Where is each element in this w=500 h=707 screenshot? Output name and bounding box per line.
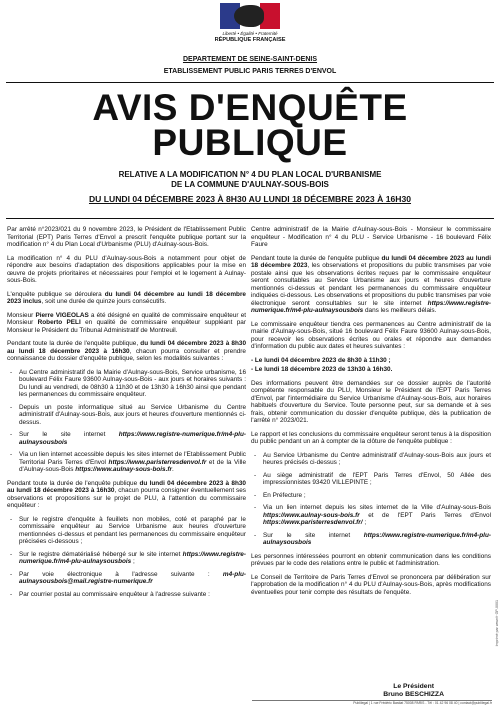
registre-link[interactable]: https://www.registre-numerique.fr/m4-plu-aulnaysousbois — [263, 531, 491, 546]
paristerresdenvol-link[interactable]: https://www.paristerresdenvol.fr — [108, 458, 207, 466]
divider — [6, 82, 494, 83]
title-line-1: AVIS D'ENQUÊTE — [92, 87, 408, 128]
paragraph: Centre administratif de la Mairie d'Aulnay-sous-Bois - Monsieur le commissaire enquêteur - Modification n° 4 du PLU - Service Urbanisme - 16 boulevard Félix Faure — [251, 226, 491, 248]
list-item: - Sur le site internet https://www.registre-numerique.fr/m4-plu-aulnaysousbois — [7, 431, 246, 446]
list-item: - Sur le registre d'enquête à feuillets non mobiles, coté et paraphé par le commissaire enquêteur au Service Urbanisme aux heures d'ouverture mentionnées ci-dessus et pendant les permanences du commissaire enquêteur précisées ci-dessous ; — [7, 516, 246, 546]
paragraph: Monsieur Pierre VIGEOLAS a été désigné en qualité de commissaire enquêteur et Monsieur Roberto PELI en qualité de commissaire enquêteur suppléant par Monsieur le Président du Tribunal Administratif de Montreuil. — [7, 311, 247, 334]
list-item: - Sur le site internet https://www.registre-numerique.fr/m4-plu-aulnaysousbois — [251, 532, 491, 547]
registre-link[interactable]: https://www.registre-numerique.fr/m4-plu-aulnaysousbois — [19, 431, 246, 446]
list-item: - Depuis un poste informatique situé au Service Urbanisme du Centre administratif d'Aulnay-sous-Bois, aux jours et heures d'ouverture mentionnés ci-dessus. — [7, 404, 246, 427]
paragraph: Le rapport et les conclusions du commissaire enquêteur seront tenus à la disposition du public pendant un an à compter de la clôture de l'enquête publique : — [251, 430, 491, 445]
motto: Liberté • Égalité • Fraternité — [222, 31, 278, 36]
department-name: DEPARTEMENT DE SEINE-SAINT-DENIS — [182, 56, 318, 63]
enquiry-dates: DU LUNDI 04 DÉCEMBRE 2023 À 8H30 AU LUNDI 18 DÉCEMBRE 2023 À 16H30 — [88, 194, 412, 204]
paragraph: Des informations peuvent être demandées sur ce dossier auprès de l'autorité compétente responsable du PLU, Monsieur le Président de l'EPT Paris Terres d'Envol, par l'intermédiaire du Service Urbanisme d'Aulnay-sous-Bois, aux horaires habituels d'ouverture du Service. Toute personne peut, sur sa demande et à ses frais, obtenir communication du dossier d'enquête publique, dès la publication de l'arrêté n° 2023/021. — [251, 379, 491, 424]
republique-francaise-logo — [207, 3, 293, 55]
right-column — [251, 226, 491, 602]
list-item: - Le lundi 18 décembre 2023 de 13h30 à 16h30. — [251, 366, 393, 373]
subtitle — [0, 170, 500, 190]
email-link[interactable]: m4-plu-aulnaysousbois@mail.registre-numerique.fr — [19, 570, 246, 585]
paragraph: Pendant toute la durée de l'enquête publique du lundi 04 décembre 2023 à 8h30 au lundi 18 décembre 2023 à 16h30, chacun pourra consigner éventuellement ses observations et propositions sur le projet de PLU, à l'attention du commissaire enquêteur : — [7, 479, 246, 509]
subtitle-line-2: DE LA COMMUNE D'AULNAY-SOUS-BOIS — [171, 180, 329, 189]
etablissement-name: ETABLISSEMENT PUBLIC PARIS TERRES D'ENVOL — [163, 68, 337, 75]
list-item: - Par voie électronique à l'adresse suivante : m4-plu-aulnaysousbois@mail.registre-numerique.fr — [7, 571, 246, 586]
list-item: - Sur le registre dématérialisé hébergé sur le site internet https://www.registre-numerique.fr/m4-plu-aulnaysousbois ; — [7, 551, 246, 566]
paragraph: Les personnes intéressées pourront en obtenir communication dans les conditions prévues par le code des relations entre le public et l'administration. — [251, 552, 491, 567]
list-item: - Au siège administratif de l'EPT Paris Terres d'Envol, 50 Allée des impressionnistes 93420 VILLEPINTE ; — [251, 472, 491, 487]
list-item: - Via un lien internet depuis les sites internet de la Ville d'Aulnay-sous-Bois https://www.aulnay-sous-bois.fr et de l'EPT Paris Terres d'Envol https://www.paristerresdenvol.fr/ ; — [251, 504, 491, 527]
signatory-role: Le Président — [393, 683, 434, 690]
title-line-2: PUBLIQUE — [152, 122, 348, 163]
aulnay-link[interactable]: https://www.aulnay-sous-bois.fr — [75, 466, 172, 473]
republic-name: RÉPUBLIQUE FRANÇAISE — [214, 37, 286, 43]
list-item: - Par courrier postal au commissaire enquêteur à l'adresse suivante : — [7, 591, 246, 599]
observation-list — [7, 516, 246, 599]
list-item: - Via un lien internet accessible depuis les sites internet de l'Etablissement Public Territorial Paris Terres d'Envol https://www.paristerresdenvol.fr et de la Ville d'Aulnay-sous-Bois https://www.aulnay-sous-bois.fr. — [7, 451, 246, 474]
paragraph: Le Conseil de Territoire de Paris Terres d'Envol se prononcera par délibération sur l'approbation de la modification n° 4 du PLU d'Aulnay-sous-Bois, après modifications éventuelles pour tenir compte des résultats de l'enquête. — [251, 573, 491, 596]
report-list — [251, 452, 491, 547]
page-title — [0, 87, 500, 163]
paragraph: Le commissaire enquêteur tiendra ces permanences au Centre administratif de la mairie d'Aulnay-sous-Bois, situé 16 boulevard Félix Faure 93600 Aulnay-sous-Bois, pour recevoir les observations écrites ou orales et répondre aux demandes d'information du public aux dates et heures suivantes : — [251, 320, 491, 350]
printer-note: Imprimé par www.fr GP-0001 — [495, 600, 499, 647]
signature — [383, 683, 444, 699]
subtitle-line-1: RELATIVE A LA MODIFICATION N° 4 DU PLAN LOCAL D'URBANISME — [118, 170, 382, 179]
list-item: - En Préfecture ; — [251, 492, 491, 500]
consultation-list — [7, 369, 246, 474]
paragraph: La modification n° 4 du PLU d'Aulnay-sous-Bois a notamment pour objet de répondre aux besoins d'adaptation des dispositions applicables pour la mise en œuvre de projets prioritaires et nécessaires pour l'emploi et le logement à Aulnay-sous-Bois. — [7, 254, 246, 284]
aulnay-link[interactable]: https://www.aulnay-sous-bois.fr — [263, 511, 360, 519]
divider — [6, 218, 494, 219]
paristerresdenvol-link[interactable]: https://www.paristerresdenvol.fr/ — [263, 519, 363, 526]
marianne-emblem — [220, 3, 280, 29]
left-column — [7, 226, 246, 604]
registre-link[interactable]: https://www.registre-numerique.fr/m4-plu-aulnaysousbois — [251, 299, 491, 314]
paragraph: L'enquête publique se déroulera du lundi 04 décembre au lundi 18 décembre 2023 inclus, soit une durée de quinze jours consécutifs. — [7, 290, 246, 305]
signatory-name: Bruno BESCHIZZA — [383, 691, 444, 698]
list-item: - Au Centre administratif de la Mairie d'Aulnay-sous-Bois, Service urbanisme, 16 boulevard Félix Faure 93600 Aulnay-sous-Bois - aux jours et horaires suivants : Du lundi au vendredi, de 08h30 à 11h30 et de 13h30 à 16h30 ainsi que pendant les permanences du commissaire enquêteur. — [7, 369, 246, 399]
paragraph: Pendant toute la durée de l'enquête publique du lundi 04 décembre 2023 au lundi 18 décembre 2023, les observations et propositions du public transmises par voie postale ainsi que les observations écrites reçues par le commissaire enquêteur seront consultables au Service Urbanisme aux jours et heures d'ouverture mentionnés ci-dessus et pendant les permanences du commissaire enquêteur indiquées ci-dessous. Les observations et propositions du public transmises par voie électronique seront consultables sur le site internet https://www.registre-numerique.fr/m4-plu-aulnaysousbois dans les meilleurs délais. — [251, 254, 491, 314]
registre-link[interactable]: https://www.registre-numerique.fr/m4-plu-aulnaysousbois — [19, 550, 246, 565]
paragraph: Pendant toute la durée de l'enquête publique, du lundi 04 décembre 2023 à 8h30 au lundi 18 décembre 2023 à 16h30, chacun pourra consulter et prendre connaissance du dossier d'enquête publique, selon les modalités suivantes : — [7, 340, 246, 362]
list-item: - Le lundi 04 décembre 2023 de 8h30 à 11h30 ; — [251, 356, 391, 364]
list-item: - Au Service Urbanisme du Centre administratif d'Aulnay-sous-Bois aux jours et heures précisés ci-dessus ; — [251, 452, 491, 467]
paragraph: Par arrêté n°2023/021 du 9 novembre 2023, le Président de l'Etablissement Public Territorial (EPT) Paris Terres d'Envol a prescrit l'enquête publique portant sur la modification n° 4 du Plan Local d'Urbanisme (PLU) d'Aulnay-sous-Bois. — [7, 226, 246, 248]
footer: Publilegal | 1 rue Frédéric Bastiat 75008 PARIS - Tél : 01 42 96 08 40 | contact@publilegal.fr — [353, 701, 492, 705]
permanence-list — [251, 357, 491, 374]
